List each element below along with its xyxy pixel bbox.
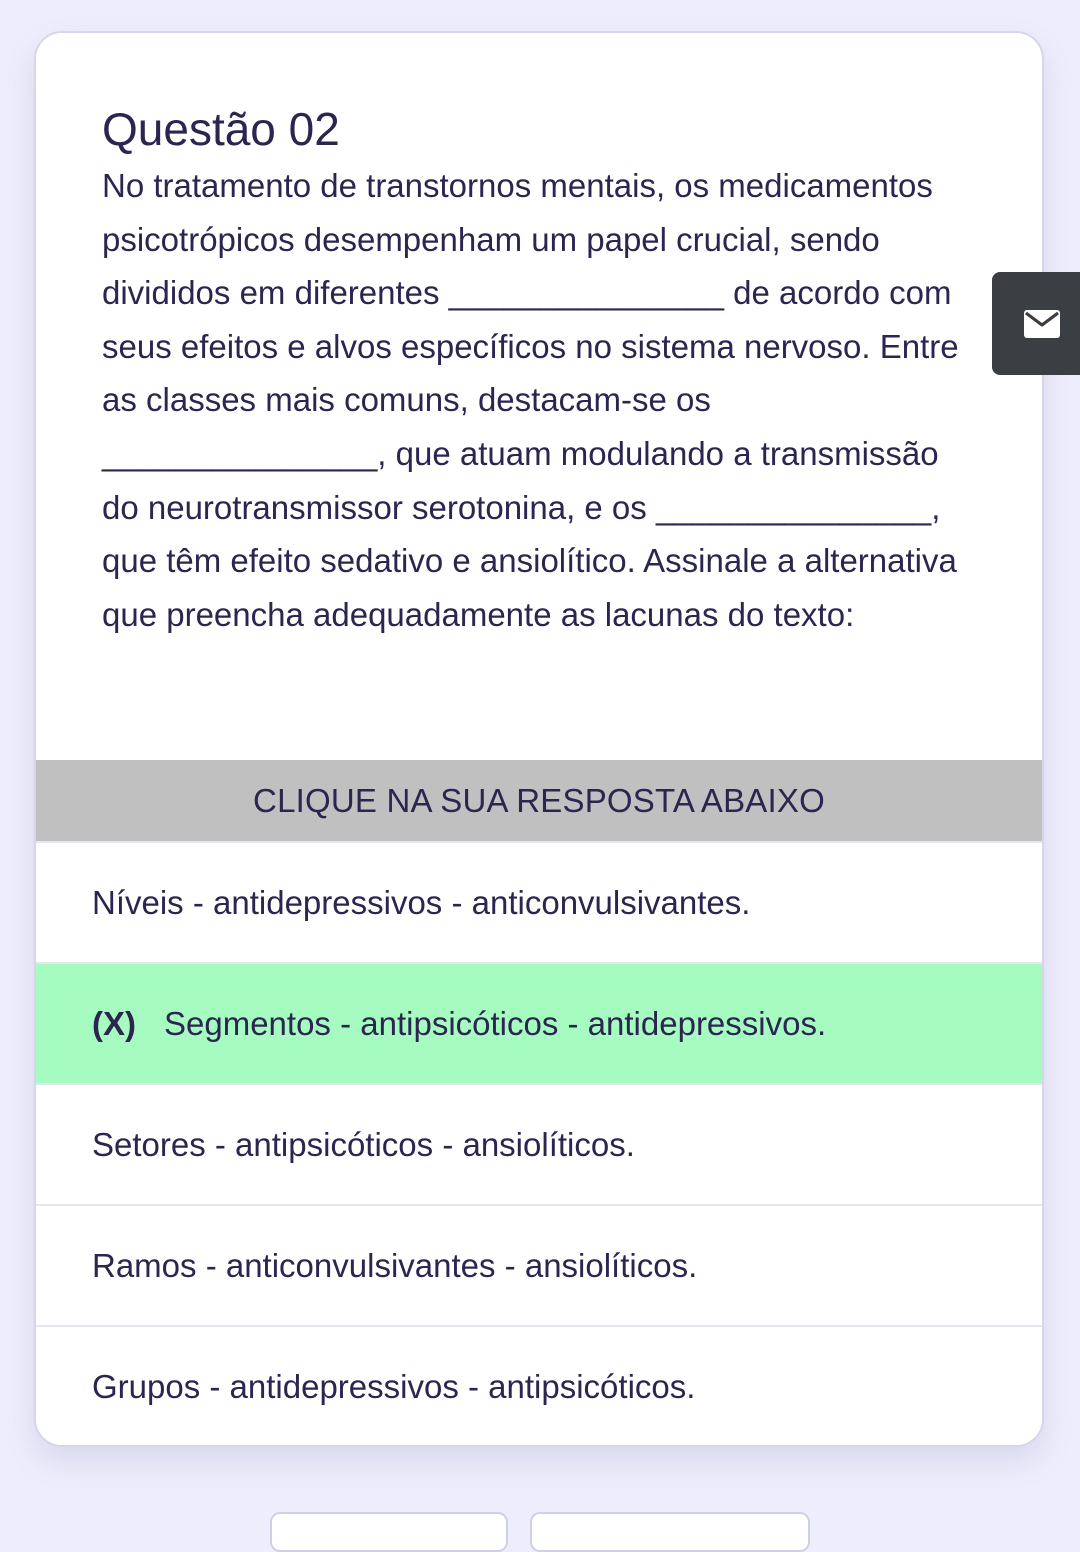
question-title: Questão 02 [102,103,340,155]
answer-option-label: Grupos - antidepressivos - antipsicóticos. [92,1367,696,1405]
answer-option-label: Ramos - anticonvulsivantes - ansiolíticos. [92,1246,698,1284]
selected-mark: (X) [92,1004,136,1042]
answer-option-label: Segmentos - antipsicóticos - antidepressivos. [164,1004,827,1042]
envelope-icon [1024,310,1060,338]
answer-option-label: Setores - antipsicóticos - ansiolíticos. [92,1125,635,1163]
answer-option-1[interactable] [36,841,1042,962]
answer-option-2[interactable] [36,962,1042,1083]
answer-options [36,841,1042,1446]
question-card [34,31,1044,1447]
previous-button[interactable] [270,1512,508,1552]
contact-tab[interactable] [992,272,1080,375]
answer-option-4[interactable] [36,1204,1042,1325]
next-button[interactable] [530,1512,810,1552]
instruction-bar: CLIQUE NA SUA RESPOSTA ABAIXO [36,760,1042,841]
question-text: No tratamento de transtornos mentais, os medicamentos psicotrópicos desempenham um papel crucial, sendo divididos em diferentes _______________ de acordo com seus efeitos e alvos específicos no sistema nervoso. Entre as classes mais comuns, destacam-se os _______________, que atuam modulando a transmissão do neurotransmissor serotonina, e os _______________, que têm efeito sedativo e ansiolítico. Assinale a alternativa que preencha adequadamente as lacunas do texto: [102,167,959,633]
answer-option-3[interactable] [36,1083,1042,1204]
answer-option-label: Níveis - antidepressivos - anticonvulsivantes. [92,883,751,921]
answer-option-5[interactable] [36,1325,1042,1446]
